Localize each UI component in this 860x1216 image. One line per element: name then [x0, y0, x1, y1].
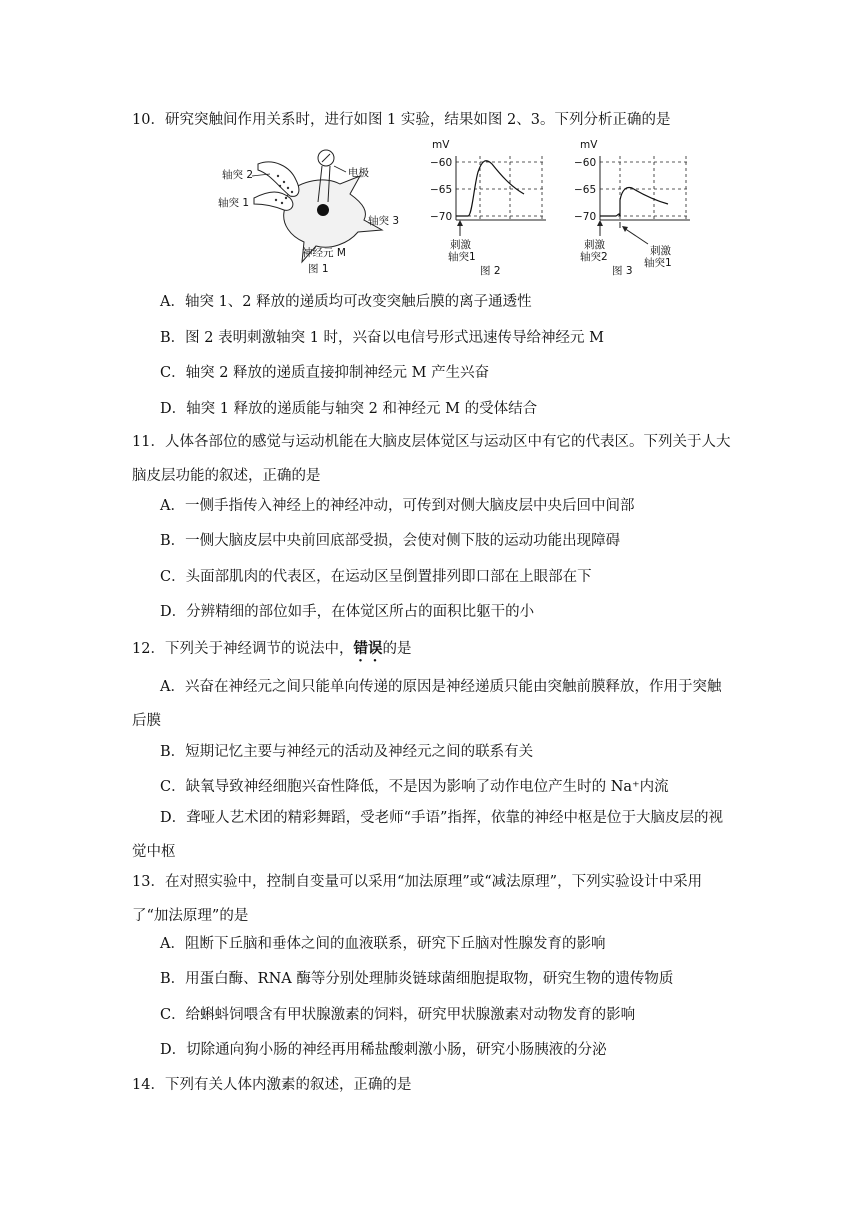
axon-1	[254, 192, 293, 210]
fig3-stim2-line2: 轴突2	[580, 251, 608, 263]
fig3-tick-60: −60	[574, 157, 597, 169]
q12-stem-before: 12．下列关于神经调节的说法中，	[132, 641, 354, 657]
q12-option-d: D．聋哑人艺术团的精彩舞蹈，受老师“手语”指挥，依靠的神经中枢是位于大脑皮层的视觉中枢	[132, 810, 723, 860]
fig2-stim-line1: 刺激	[450, 239, 471, 251]
label-axon-1: 轴突 1	[218, 197, 250, 209]
q13-option-d: D．切除通向狗小肠的神经再用稀盐酸刺激小肠，研究小肠胰液的分泌	[160, 1042, 607, 1058]
q11-stem: 11．人体各部位的感觉与运动机能在大脑皮层体觉区与运动区中有它的代表区。下列关于人大脑皮层功能的叙述，正确的是	[132, 434, 731, 484]
q10-option-d: D．轴突 1 释放的递质能与轴突 2 和神经元 M 的受体结合	[160, 401, 538, 417]
fig2-tick-65: −65	[430, 184, 453, 196]
fig2-tick-60: −60	[430, 157, 453, 169]
label-electrode: 电极	[348, 167, 369, 179]
q10-option-c: C．轴突 2 释放的递质直接抑制神经元 M 产生兴奋	[160, 365, 490, 381]
fig3-stim2-line1: 刺激	[584, 239, 605, 251]
fig3-tick-65: −65	[574, 184, 597, 196]
figure-1	[218, 146, 408, 276]
q13-option-c: C．给蝌蚪饲喂含有甲状腺激素的饲料，研究甲状腺激素对动物发育的影响	[160, 1007, 636, 1023]
q11-option-d: D．分辨精细的部位如手，在体觉区所占的面积比躯干的小	[160, 604, 535, 620]
q12-stem-emphasis: 错误	[353, 641, 383, 657]
q13-option-b: B．用蛋白酶、RNA 酶等分别处理肺炎链球菌细胞提取物，研究生物的遗传物质	[160, 971, 674, 987]
q11-option-c: C．头面部肌肉的代表区，在运动区呈倒置排列即口部在上眼部在下	[160, 569, 592, 585]
figure-1-caption: 图 1	[308, 263, 329, 275]
q12-option-c: C．缺氧导致神经细胞兴奋性降低，不是因为影响了动作电位产生时的 Na⁺内流	[160, 779, 669, 795]
label-axon-2: 轴突 2	[222, 169, 254, 181]
figure-2	[420, 136, 550, 276]
fig2-trace	[456, 161, 524, 216]
figure-2-caption: 图 2	[480, 265, 501, 276]
q10-stem: 10．研究突触间作用关系时，进行如图 1 实验，结果如图 2、3。下列分析正确的是	[132, 112, 671, 128]
nucleus	[317, 204, 329, 216]
q12-option-a: A．兴奋在神经元之间只能单向传递的原因是神经递质只能由突触前膜释放，作用于突触后膜	[132, 679, 722, 729]
q12-stem	[132, 637, 411, 665]
label-axon-3: 轴突 3	[368, 215, 400, 227]
fig3-unit: mV	[580, 139, 598, 151]
q14-stem: 14．下列有关人体内激素的叙述，正确的是	[132, 1077, 412, 1093]
q10-option-b: B．图 2 表明刺激轴突 1 时，兴奋以电信号形式迅速传导给神经元 M	[160, 330, 604, 346]
label-neuron-m: 神经元 M	[302, 247, 346, 259]
fig2-unit: mV	[432, 139, 450, 151]
q13-option-a: A．阻断下丘脑和垂体之间的血液联系，研究下丘脑对性腺发育的影响	[160, 936, 606, 952]
fig3-trace	[600, 188, 668, 217]
q11-option-a: A．一侧手指传入神经上的神经冲动，可传到对侧大脑皮层中央后回中间部	[160, 498, 635, 514]
q12-option-b: B．短期记忆主要与神经元的活动及神经元之间的联系有关	[160, 744, 534, 760]
fig2-tick-70: −70	[430, 211, 453, 223]
figure-3-caption: 图 3	[612, 265, 633, 276]
q11-option-b: B．一侧大脑皮层中央前回底部受损，会使对侧下肢的运动功能出现障碍	[160, 533, 621, 549]
fig3-stim1-line2: 轴突1	[644, 257, 672, 269]
q13-stem: 13．在对照实验中，控制自变量可以采用“加法原理”或“减法原理”，下列实验设计中采用了“加法原理”的是	[132, 874, 703, 924]
fig2-stim-line2: 轴突1	[448, 251, 476, 263]
fig3-tick-70: −70	[574, 211, 597, 223]
figure-3	[568, 136, 708, 276]
q10-option-a: A．轴突 1、2 释放的递质均可改变突触后膜的离子通透性	[160, 294, 532, 310]
q12-stem-after: 的是	[382, 641, 412, 657]
fig3-stim1-line1: 刺激	[650, 245, 671, 257]
